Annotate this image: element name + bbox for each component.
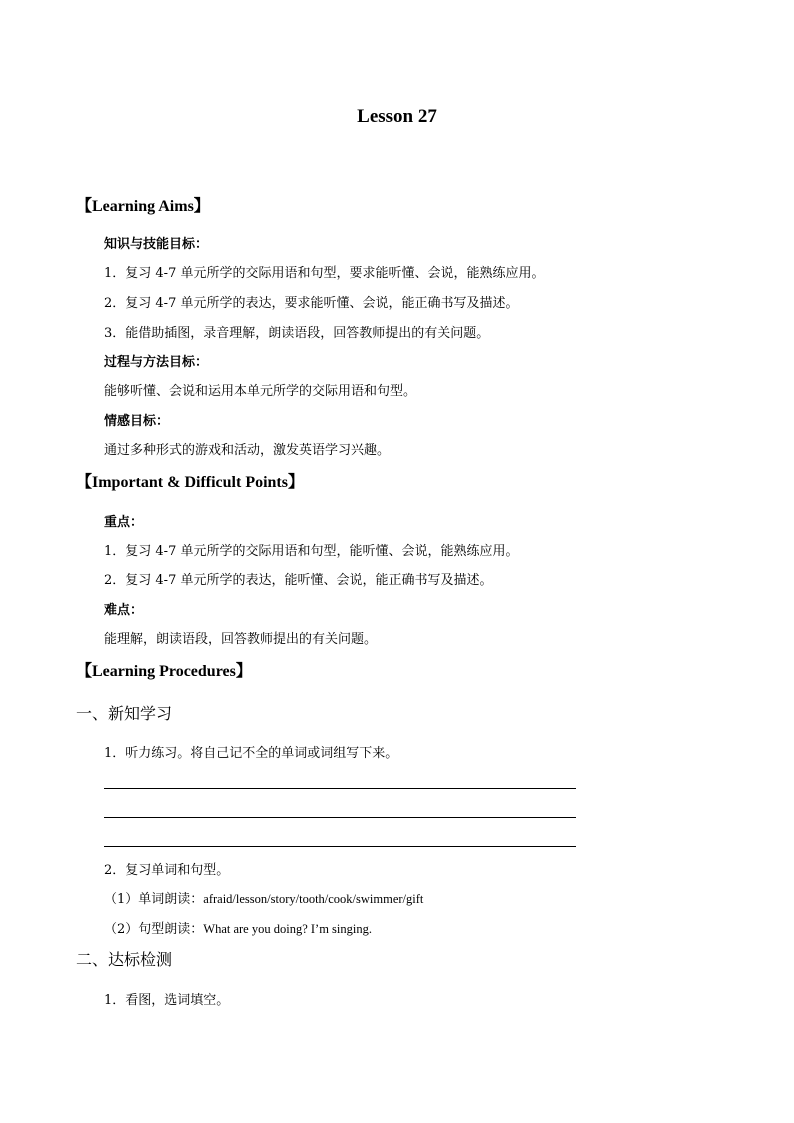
word-reading [104,888,423,907]
learning-aims-heading: 【Learning Aims】 [76,198,210,215]
process-text: 能够听懂、会说和运用本单元所学的交际用语和句型。 [104,384,417,399]
emotion-label: 情感目标： [104,414,170,429]
emotion-text: 通过多种形式的游戏和活动，激发英语学习兴趣。 [104,443,391,458]
sentence-reading [104,918,372,937]
key-point-2: 2．复习 4-7 单元所学的表达，能听懂、会说，能正确书写及描述。 [104,573,493,588]
answer-line-3 [104,846,576,847]
page-title: Lesson 27 [357,106,437,127]
difficult-points-label: 难点： [104,603,144,618]
knowledge-item-3: 3．能借助插图，录音理解，朗读语段，回答教师提出的有关问题。 [104,326,490,341]
difficult-point-text: 能理解，朗读语段，回答教师提出的有关问题。 [104,632,378,647]
points-heading: 【Important & Difficult Points】 [76,474,304,491]
listening-exercise: 1．听力练习。将自己记不全的单词或词组写下来。 [104,746,399,761]
key-point-1: 1．复习 4-7 单元所学的交际用语和句型，能听懂、会说，能熟练应用。 [104,544,519,559]
process-label: 过程与方法目标： [104,355,209,370]
knowledge-item-1: 1．复习 4-7 单元所学的交际用语和句型，要求能听懂、会说，能熟练应用。 [104,266,545,281]
knowledge-label: 知识与技能目标： [104,237,209,252]
knowledge-item-2: 2．复习 4-7 单元所学的表达，要求能听懂、会说，能正确书写及描述。 [104,296,519,311]
review-item: 2．复习单词和句型。 [104,863,230,878]
sentence-reading-text: What are you doing? I’m singing. [203,922,372,936]
sentence-reading-prefix: （2）句型朗读： [104,922,204,937]
word-reading-prefix: （1）单词朗读： [104,892,204,907]
answer-line-2 [104,817,576,818]
part1-title: 一、新知学习 [76,704,173,723]
part2-title: 二、达标检测 [76,950,173,969]
fill-in-exercise: 1．看图，选词填空。 [104,993,230,1008]
word-reading-list: afraid/lesson/story/tooth/cook/swimmer/gift [203,892,424,906]
key-points-label: 重点： [104,515,144,530]
procedures-heading: 【Learning Procedures】 [76,663,252,680]
answer-line-1 [104,788,576,789]
